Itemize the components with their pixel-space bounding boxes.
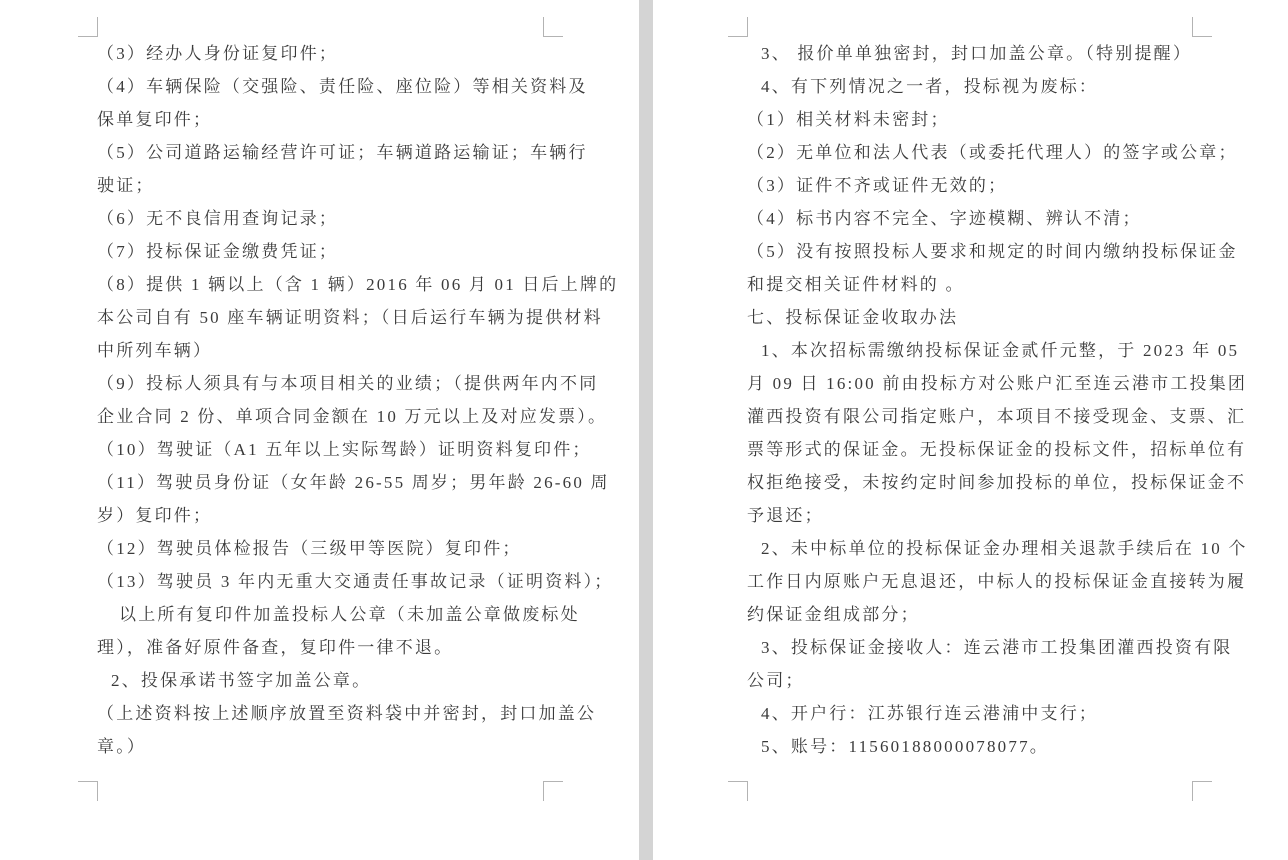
text-line: （3）经办人身份证复印件；	[97, 44, 339, 63]
text-line: 2、未中标单位的投标保证金办理相关退款手续后在 10 个	[761, 539, 1248, 558]
text-line: 3、 报价单单独密封，封口加盖公章。（特别提醒）	[761, 44, 1193, 63]
document-page-left[interactable]	[0, 0, 639, 860]
text-line: （4）车辆保险（交强险、责任险、座位险）等相关资料及	[97, 77, 588, 96]
text-line: 以上所有复印件加盖投标人公章（未加盖公章做废标处	[119, 605, 580, 624]
text-line: 公司；	[747, 671, 805, 690]
text-line: 工作日内原账户无息退还，中标人的投标保证金直接转为履	[747, 572, 1247, 591]
text-line: （9）投标人须具有与本项目相关的业绩；（提供两年内不同	[97, 374, 599, 393]
page-gap	[639, 0, 653, 860]
text-line: 约保证金组成部分；	[747, 605, 920, 624]
text-line: 4、有下列情况之一者，投标视为废标：	[761, 77, 1099, 96]
text-line: 权拒绝接受，未按约定时间参加投标的单位，投标保证金不	[747, 473, 1247, 492]
crop-mark-bottom-left-icon	[728, 781, 748, 801]
text-line: （4）标书内容不完全、字迹模糊、辨认不清；	[747, 209, 1142, 228]
text-line: （13）驾驶员 3 年内无重大交通责任事故记录（证明资料）；	[97, 572, 614, 591]
text-line: （2）无单位和法人代表（或委托代理人）的签字或公章；	[747, 143, 1238, 162]
text-line: （10）驾驶证（A1 五年以上实际驾龄）证明资料复印件；	[97, 440, 592, 459]
text-line: 月 09 日 16:00 前由投标方对公账户汇至连云港市工投集团	[747, 374, 1248, 393]
text-line: 岁）复印件；	[97, 506, 213, 525]
text-line: 七、投标保证金收取办法	[747, 308, 959, 327]
text-line: 票等形式的保证金。无投标保证金的投标文件，招标单位有	[747, 440, 1247, 459]
page-left-text-column	[97, 37, 619, 763]
text-line: 保单复印件；	[97, 110, 213, 129]
text-line: 和提交相关证件材料的 。	[747, 275, 965, 294]
text-line: 予退还；	[747, 506, 824, 525]
text-line: 中所列车辆）	[97, 341, 213, 360]
text-line: （1）相关材料未密封；	[747, 110, 950, 129]
crop-mark-top-left-icon	[78, 17, 98, 37]
crop-mark-top-left-icon	[728, 17, 748, 37]
crop-mark-top-right-icon	[1192, 17, 1212, 37]
page-right-text-column	[747, 37, 1248, 763]
text-line: 驶证；	[97, 176, 155, 195]
text-line: 4、开户行：江苏银行连云港浦中支行；	[761, 704, 1099, 723]
text-line: （12）驾驶员体检报告（三级甲等医院）复印件；	[97, 539, 522, 558]
text-line: 1、本次招标需缴纳投标保证金贰仟元整，于 2023 年 05	[761, 341, 1240, 360]
text-line: 2、投保承诺书签字加盖公章。	[111, 671, 372, 690]
text-line: （7）投标保证金缴费凭证；	[97, 242, 339, 261]
text-line: （上述资料按上述顺序放置至资料袋中并密封，封口加盖公	[97, 704, 597, 723]
text-line: 章。）	[97, 737, 147, 756]
crop-mark-bottom-left-icon	[78, 781, 98, 801]
document-page-right[interactable]	[653, 0, 1288, 860]
text-line: 3、投标保证金接收人：连云港市工投集团灌西投资有限	[761, 638, 1233, 657]
text-line: （5）公司道路运输经营许可证；车辆道路运输证；车辆行	[97, 143, 588, 162]
text-line: （5）没有按照投标人要求和规定的时间内缴纳投标保证金	[747, 242, 1238, 261]
text-line: 5、账号：11560188000078077。	[761, 737, 1049, 756]
text-line: 灌西投资有限公司指定账户，本项目不接受现金、支票、汇	[747, 407, 1247, 426]
text-line: （8）提供 1 辆以上（含 1 辆）2016 年 06 月 01 日后上牌的	[97, 275, 619, 294]
text-line: 企业合同 2 份、单项合同金额在 10 万元以上及对应发票）。	[97, 407, 608, 426]
crop-mark-bottom-right-icon	[1192, 781, 1212, 801]
crop-mark-bottom-right-icon	[543, 781, 563, 801]
crop-mark-top-right-icon	[543, 17, 563, 37]
text-line: 本公司自有 50 座车辆证明资料；（日后运行车辆为提供材料	[97, 308, 603, 327]
text-line: 理），准备好原件备查，复印件一律不退。	[97, 638, 454, 657]
text-line: （3）证件不齐或证件无效的；	[747, 176, 1008, 195]
text-line: （11）驾驶员身份证（女年龄 26-55 周岁；男年龄 26-60 周	[97, 473, 610, 492]
text-line: （6）无不良信用查询记录；	[97, 209, 339, 228]
